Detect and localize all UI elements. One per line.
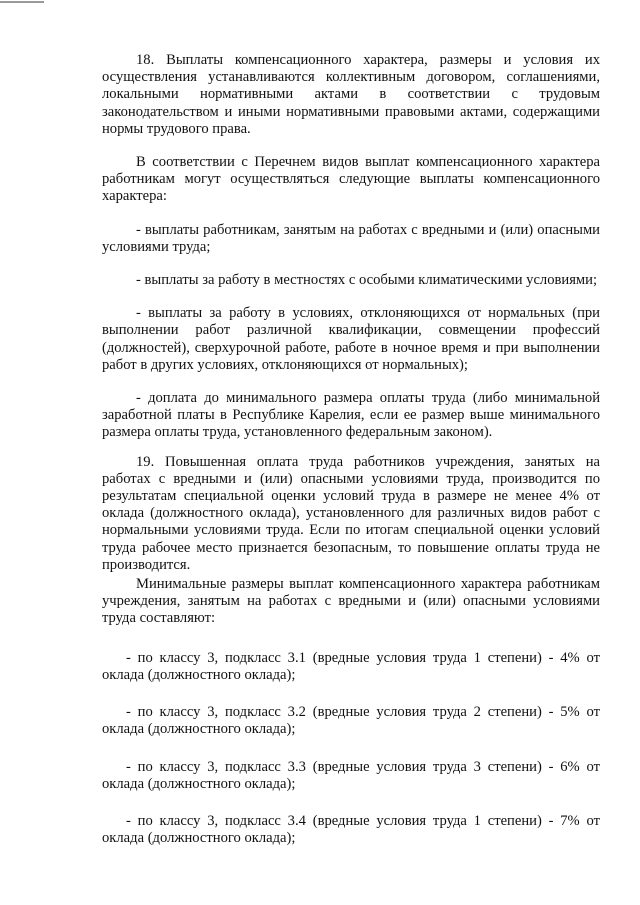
paragraph-minimum-sizes: Минимальные размеры выплат компенсационного характера работникам учреждения, занятым на работах с вредными и (или) опасными условиями труда составляют: xyxy=(102,576,600,627)
paragraph-intro: В соответствии с Перечнем видов выплат компенсационного характера работникам могут осуществляться следующие выплаты компенсационного характера: xyxy=(102,154,600,205)
list-item-abnormal-conditions: - выплаты за работу в условиях, отклоняющихся от нормальных (при выполнении работ различной квалификации, совмещении профессий (должностей), сверхурочной работе, работе в ночное время и при выполнении работ в других условиях, отклоняющихся от нормальных); xyxy=(102,305,600,373)
paragraph-18: 18. Выплаты компенсационного характера, размеры и условия их осуществления устанавливаются коллективным договором, соглашениями, локальными нормативными актами в соответствии с трудовым законодательством и иными нормативными правовыми актами, содержащими нормы трудового права. xyxy=(102,52,600,137)
list-item-minimum-wage: - доплата до минимального размера оплаты труда (либо минимальной заработной платы в Республике Карелия, если ее размер выше минимального размера оплаты труда, установленного федеральным законом). xyxy=(102,390,600,441)
class-item-3-4: - по классу 3, подкласс 3.4 (вредные условия труда 1 степени) - 7% от оклада (должностного оклада); xyxy=(102,812,600,847)
list-item-harmful-conditions: - выплаты работникам, занятым на работах с вредными и (или) опасными условиями труда; xyxy=(102,221,600,255)
scan-corner-mark xyxy=(0,1,44,3)
document-page xyxy=(102,52,600,847)
class-item-3-3: - по классу 3, подкласс 3.3 (вредные условия труда 3 степени) - 6% от оклада (должностного оклада); xyxy=(102,758,600,792)
paragraph-19: 19. Повышенная оплата труда работников учреждения, занятых на работах с вредными и (или) опасными условиями труда, производится по результатам специальной оценки условий труда в размере не менее 4% от оклада (должностного оклада), установленного для различных видов работ с нормальными условиями труда. Если по итогам специальной оценки условий труда рабочее место признается безопасным, то повышение оплаты труда не производится. xyxy=(102,453,600,573)
list-item-climatic-conditions: - выплаты за работу в местностях с особыми климатическими условиями; xyxy=(136,272,598,289)
class-item-3-1: - по классу 3, подкласс 3.1 (вредные условия труда 1 степени) - 4% от оклада (должностного оклада); xyxy=(102,649,600,683)
class-item-3-2: - по классу 3, подкласс 3.2 (вредные условия труда 2 степени) - 5% от оклада (должностного оклада); xyxy=(102,704,600,738)
